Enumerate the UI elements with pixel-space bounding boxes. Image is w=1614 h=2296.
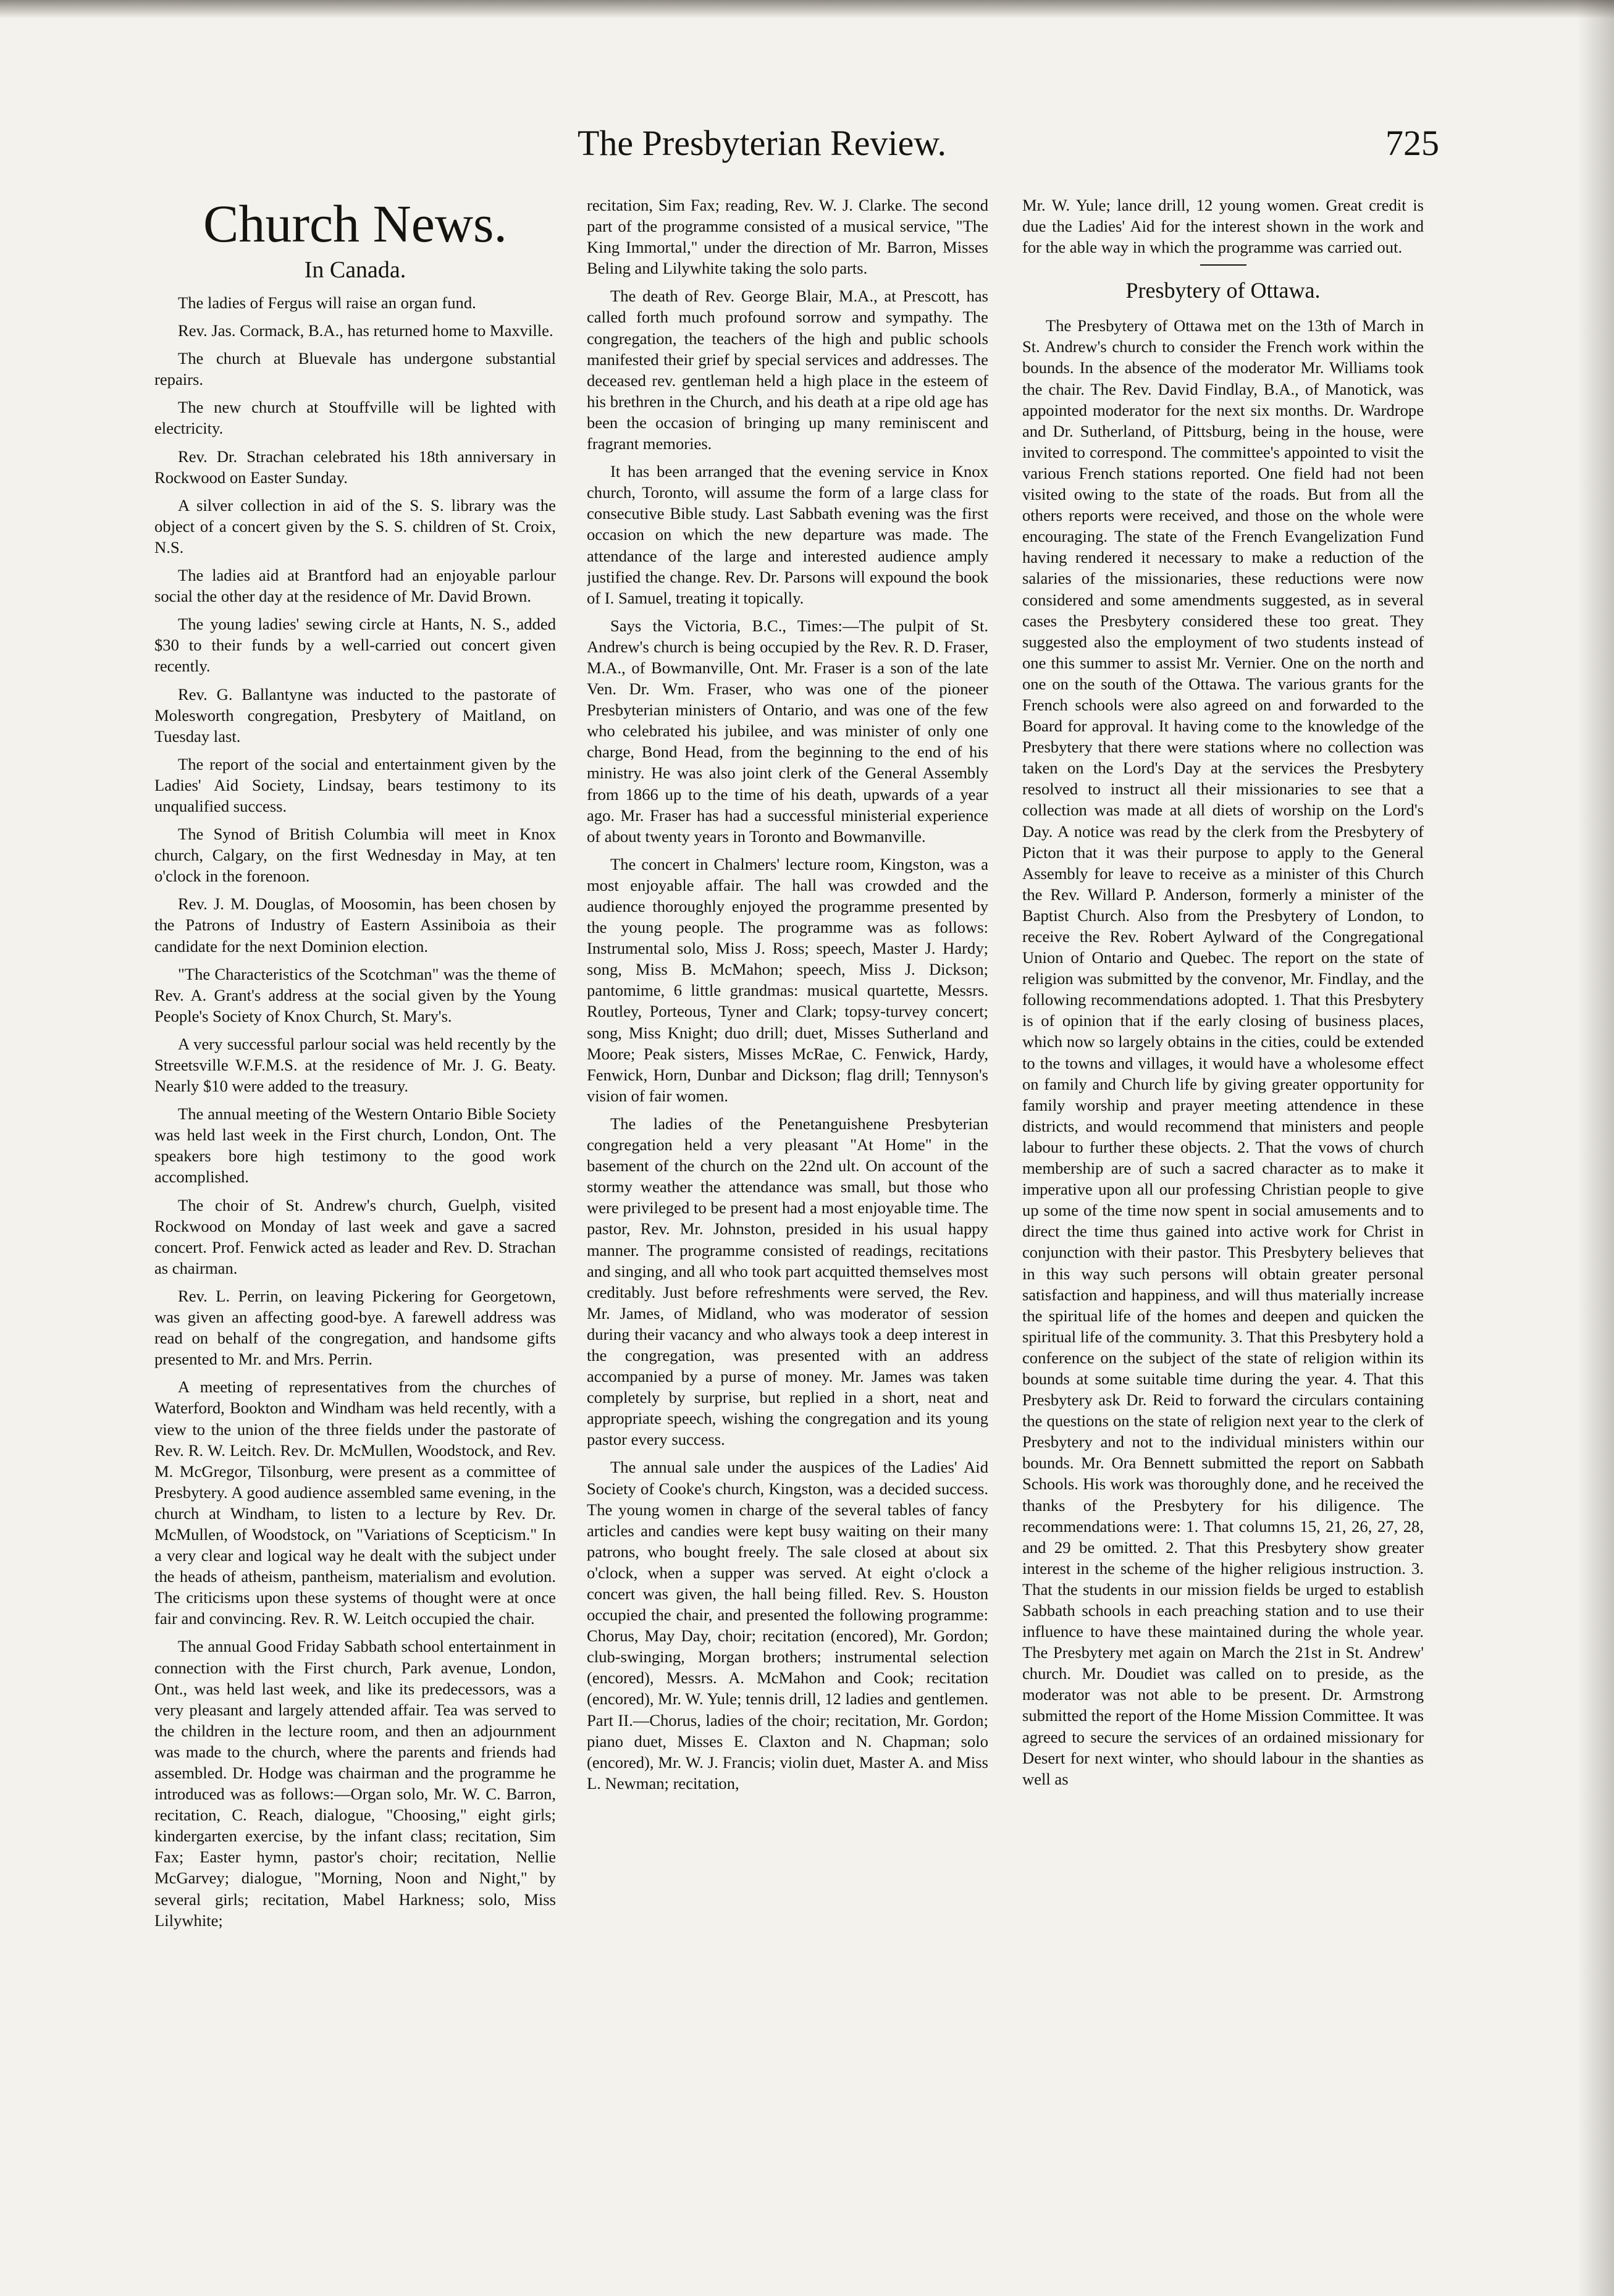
news-item: Rev. Dr. Strachan celebrated his 18th anniversary in Rockwood on Easter Sunday. [154, 447, 556, 487]
news-item: Rev. J. M. Douglas, of Moosomin, has been chosen by the Patrons of Industry of Eastern Assiniboia as their candidate for the next Dominion election. [154, 894, 556, 956]
section-title: Church News. [203, 195, 508, 253]
news-item: The annual meeting of the Western Ontario Bible Society was held last week in the First church, London, Ont. The speakers bore high testimony to the good work accomplished. [154, 1104, 556, 1187]
news-item: The annual sale under the auspices of the Ladies' Aid Society of Cooke's church, Kingston, was a decided success. The young women in charge of the several tables of fancy articles and candies were kept busy waiting on their many patrons, who bought freely. The sale closed at about six o'clock, when a supper was served. At eight o'clock a concert was given, the hall being filled. Rev. S. Houston occupied the chair, and presented the following programme: Chorus, May Day, choir; recitation (encored), Mr. Gordon; club-swinging, Morgan brothers; instrumental selection (encored), Messrs. A. McMahon and Cook; recitation (encored), Mr. W. Yule; tennis drill, 12 ladies and gentlemen. Part II.—Chorus, ladies of the choir; recitation, Mr. Gordon; piano duet, Misses E. Claxton and N. Chapman; solo (encored), Mr. W. J. Francis; violin duet, Master A. and Miss L. Newman; recitation, [587, 1458, 988, 1793]
presbytery-heading: Presbytery of Ottawa. [1125, 278, 1321, 303]
news-item: The concert in Chalmers' lecture room, Kingston, was a most enjoyable affair. The hall was crowded and the audience thoroughly enjoyed the programme presented by the young people. The programme was as follows: Instrumental solo, Miss J. Ross; speech, Master J. Hardy; song, Miss B. McMahon; speech, Miss J. Dickson; pantomime, 6 little grandmas: musical quartette, Messrs. Routley, Porteous, Tyner and Clark; topsy-turvey concert; song, Miss Knight; duo drill; duet, Misses Sutherland and Moore; Peak sisters, Misses McRae, C. Fenwick, Hardy, Fenwick, Horn, Dunbar and Dickson; flag drill; Tennyson's vision of fair women. [587, 854, 988, 1105]
running-head: The Presbyterian Review. [578, 123, 946, 163]
presbytery-report: The Presbytery of Ottawa met on the 13th of March in St. Andrew's church to consider the French work within the bounds. In the absence of the moderator Mr. Williams took the chair. The Rev. David Findlay, B.A., of Manotick, was appointed moderator for the next six months. Dr. Wardrope and Dr. Sutherland, of Pittsburg, being in the house, were invited to correspond. The committee's appointed to visit the various French stations reported. One field had not been visited owing to the state of the roads. But from all the others reports were received, and those on the whole were encouraging. The state of the French Evangelization Fund having rendered it necessary to make a reduction of the salaries of the missionaries, these reductions were now considered and some amendments suggested, as in several cases the Presbytery considered these too great. They suggested also the employment of two students instead of one this summer to assist Mr. Vernier. One on the north and one on the south of the Ottawa. The various grants for the French schools were also agreed on and forwarded to the Board for approval. It having come to the knowledge of the Presbytery that there were stations where no collection was taken on the Lord's Day at the services the Presbytery resolved to instruct all their missionaries to see that a collection was made at all diets of worship on the Lord's Day. A notice was read by the clerk from the Presbytery of Picton that it was their purpose to apply to the General Assembly for leave to receive as a minister of this Church the Rev. Willard P. Anderson, formerly a minister of the Baptist Church. Also from the Presbytery of London, to receive the Rev. Robert Aylward of the Congregational Union of Ontario and Quebec. The report on the state of religion was submitted by the convenor, Mr. Findlay, and the following recommendations adopted. 1. That this Presbytery is of opinion that if the early closing of business places, which now so largely obtains in the cities, could be extended to the towns and villages, it would have a wholesome effect on family and Church life by giving greater opportunity for family worship and prayer meeting attendence in these districts, and would recommend that ministers and people labour to further these objects. 2. That the vows of church membership are of such a sacred character as to make it imperative upon all our professing Christian people to give up some of the time now spent in social amusements and to direct the time thus gained into active work for Christ in conjunction with their pastor. This Presbytery believes that in this way such persons will obtain greater personal satisfaction and happiness, and will thus materially increase the spiritual life of the homes and deepen and quicken the spiritual life of the community. 3. That this Presbytery hold a conference on the subject of the state of religion within its bounds at some suitable time during the year. 4. That this Presbytery ask Dr. Reid to forward the circulars containing the questions on the state of religion next year to the clerk of Presbytery and not to the individual ministers within our bounds. Mr. Ora Bennett submitted the report on Sabbath Schools. His work was thoroughly done, and he received the thanks of the Presbytery for his diligence. The recommendations were: 1. That columns 15, 21, 26, 27, 28, and 29 be omitted. 2. That this Presbytery show greater interest in the scheme of the higher religious instruction. 3. That the students in our mission fields be urged to establish Sabbath schools in each preaching station and to use their influence to have these maintained during the whole year. The Presbytery met again on March the 21st in St. Andrew' church. Mr. Doudiet was called on to preside, as the moderator was not able to be present. Dr. Armstrong submitted the report of the Home Mission Committee. It was agreed to secure the services of an ordained missionary for Desert for next winter, who should labour in the shanties as well as [1022, 316, 1424, 1788]
news-item: "The Characteristics of the Scotchman" was the theme of Rev. A. Grant's address at the social given by the Young People's Society of Knox Church, St. Mary's. [154, 964, 556, 1025]
news-item: The annual Good Friday Sabbath school entertainment in connection with the First church, Park avenue, London, Ont., was held last week, and like its predecessors, was a very pleasant and largely attended affair. Tea was served to the children in the lecture room, and then an adjournment was made to the church, where the parents and friends had assembled. Dr. Hodge was chairman and the programme he introduced was as follows:—Organ solo, Mr. W. C. Barron, recitation, C. Reach, dialogue, "Choosing," eight girls; kindergarten exercise, by the infant class; recitation, Sim Fax; Easter hymn, pastor's choir; recitation, Nellie McGarvey; dialogue, "Morning, Noon and Night," by several girls; recitation, Mabel Harkness; solo, Miss Lilywhite; [154, 1637, 556, 1930]
section-divider [1200, 264, 1246, 266]
news-item: Rev. Jas. Cormack, B.A., has returned home to Maxville. [178, 321, 553, 340]
news-item: recitation, Sim Fax; reading, Rev. W. J. Clarke. The second part of the programme consisted of a musical service, "The King Immortal," under the direction of Mr. Barron, Misses Beling and Lilywhite taking the solo parts. [587, 196, 988, 278]
column-1 [154, 195, 556, 2282]
news-item: The young ladies' sewing circle at Hants, N. S., added $30 to their funds by a well-carried out concert given recently. [154, 615, 556, 676]
news-item: A meeting of representatives from the churches of Waterford, Bookton and Windham was held recently, with a view to the union of the three fields under the pastorate of Rev. R. W. Leitch. Rev. Dr. McMullen, Woodstock, and Rev. M. McGregor, Tilsonburg, were present as a committee of Presbytery. A good audience assembled same evening, in the church at Windham, to listen to a lecture by Rev. Dr. McMullen, of Woodstock, on "Variations of Scepticism." In a very clear and logical way he dealt with the subject under the heads of atheism, pantheism, materialism and evolution. The criticisms upon these systems of thought were at once fair and convincing. Rev. R. W. Leitch occupied the chair. [154, 1377, 556, 1628]
news-item: The death of Rev. George Blair, M.A., at Prescott, has called forth much profound sorrow and sympathy. The congregation, the teachers of the high and public schools manifested their grief by special services and addresses. The deceased rev. gentleman held a high place in the esteem of his brethren in the Church, and his death at a ripe old age has been the occasion of bringing up many reminiscent and fragrant memories. [587, 287, 988, 453]
news-item: The report of the social and entertainment given by the Ladies' Aid Society, Lindsay, bears testimony to its unqualified success. [154, 754, 556, 815]
column-2 [587, 195, 988, 2282]
page-right-edge [1577, 0, 1614, 2296]
news-item: The choir of St. Andrew's church, Guelph, visited Rockwood on Monday of last week and gave a sacred concert. Prof. Fenwick acted as leader and Rev. D. Strachan as chairman. [154, 1195, 556, 1277]
page-number: 725 [1385, 123, 1439, 163]
news-item: A silver collection in aid of the S. S. library was the object of a concert given by the S. S. children of St. Croix, N.S. [154, 495, 556, 557]
news-item: The Synod of British Columbia will meet in Knox church, Calgary, on the first Wednesday in May, at ten o'clock in the forenoon. [154, 825, 556, 886]
news-item: It has been arranged that the evening service in Knox church, Toronto, will assume the form of a large class for consecutive Bible study. Last Sabbath evening was the first occasion on which the new departure was made. The attendance of the large and interested audience amply justified the change. Rev. Dr. Parsons will expound the book of I. Samuel, treating it topically. [587, 462, 988, 607]
news-item: A very successful parlour social was held recently by the Streetsville W.F.M.S. at the residence of Mr. J. G. Beaty. Nearly $10 were added to the treasury. [154, 1034, 556, 1096]
news-item: The new church at Stouffville will be lighted with electricity. [154, 398, 556, 438]
news-item: Mr. W. Yule; lance drill, 12 young women. Great credit is due the Ladies' Aid for the interest shown in the work and for the able way in which the programme was carried out. [1022, 196, 1424, 257]
news-item: The ladies of Fergus will raise an organ fund. [178, 293, 476, 312]
section-subtitle: In Canada. [304, 257, 406, 283]
news-item: Rev. G. Ballantyne was inducted to the pastorate of Molesworth congregation, Presbytery of Maitland, on Tuesday last. [154, 684, 556, 746]
news-item: Rev. L. Perrin, on leaving Pickering for Georgetown, was given an affecting good-bye. A farewell address was read on behalf of the congregation, and handsome gifts presented to Mr. and Mrs. Perrin. [154, 1286, 556, 1369]
column-3 [1022, 195, 1424, 2282]
news-item: The ladies aid at Brantford had an enjoyable parlour social the other day at the residence of Mr. David Brown. [154, 566, 556, 606]
news-item: Says the Victoria, B.C., Times:—The pulpit of St. Andrew's church is being occupied by the Rev. R. D. Fraser, M.A., of Bowmanville, Ont. Mr. Fraser is a son of the late Ven. Dr. Wm. Fraser, who was one of the pioneer Presbyterian ministers of Ontario, and was one of the few who celebrated his jubilee, and was minister of only one charge, Bond Head, from the beginning to the end of his ministry. He was also joint clerk of the General Assembly from 1866 up to the time of his death, upwards of a year ago. Mr. Fraser has had a successful ministerial experience of about twenty years in Toronto and Bowmanville. [587, 616, 988, 846]
page-top-edge [0, 0, 1614, 19]
news-item: The ladies of the Penetanguishene Presbyterian congregation held a very pleasant "At Home" in the basement of the church on the 22nd ult. On account of the stormy weather the attendance was small, but those who were privileged to be present had a most enjoyable time. The pastor, Rev. Mr. Johnston, presided in his usual happy manner. The programme consisted of readings, recitations and singing, and all who took part acquitted themselves most creditably. Just before refreshments were served, the Rev. Mr. James, of Midland, who was moderator of session during their vacancy and who always took a deep interest in the congregation, was presented with an address accompanied by a purse of money. Mr. James was taken completely by surprise, but replied in a short, neat and appropriate speech, wishing the congregation and its young pastor every success. [587, 1114, 988, 1449]
news-item: The church at Bluevale has undergone substantial repairs. [154, 349, 556, 389]
